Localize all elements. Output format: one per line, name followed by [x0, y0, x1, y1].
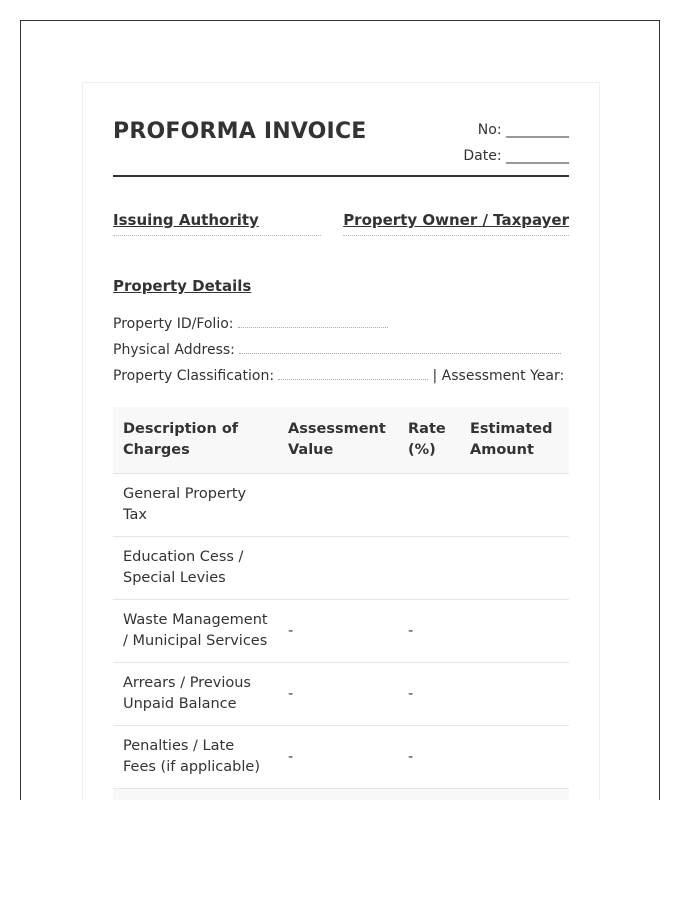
charge-description: Arrears / Previous Unpaid Balance	[113, 663, 278, 726]
total-cell	[113, 789, 278, 801]
property-id-line	[113, 311, 569, 337]
charge-rate	[398, 474, 460, 537]
parties-section	[113, 177, 569, 241]
total-cell	[460, 789, 569, 801]
charge-value: -	[278, 663, 398, 726]
document-frame	[20, 20, 660, 800]
charge-rate	[398, 537, 460, 600]
charge-rate: -	[398, 663, 460, 726]
property-owner-heading: Property Owner / Taxpayer	[343, 211, 569, 236]
charge-value	[278, 537, 398, 600]
table-total-row	[113, 789, 569, 801]
charge-amount	[460, 663, 569, 726]
charge-rate: -	[398, 600, 460, 663]
total-cell	[278, 789, 398, 801]
physical-address-label: Physical Address:	[113, 342, 235, 358]
issuing-authority-heading: Issuing Authority	[113, 211, 321, 236]
property-details-heading: Property Details	[113, 277, 252, 295]
property-id-label: Property ID/Folio:	[113, 316, 234, 332]
header-assessment-value: Assessment Value	[278, 407, 398, 474]
charge-rate: -	[398, 726, 460, 789]
assessment-year-label: | Assessment Year:	[432, 368, 565, 384]
invoice-date: Date: _________	[463, 148, 569, 164]
charge-description: General Property Tax	[113, 474, 278, 537]
table-row	[113, 474, 569, 537]
invoice-header	[113, 83, 569, 177]
header-description: Description of Charges	[113, 407, 278, 474]
total-cell	[398, 789, 460, 801]
header-estimated-amount: Estimated Amount	[460, 407, 569, 474]
charges-table	[113, 407, 569, 800]
physical-address-field[interactable]	[239, 339, 561, 354]
invoice-title: PROFORMA INVOICE	[113, 119, 367, 144]
invoice-number: No: _________	[477, 122, 569, 138]
property-details	[113, 311, 569, 389]
header-rate: Rate (%)	[398, 407, 460, 474]
charge-amount	[460, 474, 569, 537]
charge-value: -	[278, 726, 398, 789]
charge-value	[278, 474, 398, 537]
charge-amount	[460, 537, 569, 600]
table-header-row	[113, 407, 569, 474]
property-classification-field[interactable]	[278, 365, 428, 380]
property-classification-label: Property Classification:	[113, 368, 275, 384]
charge-description: Penalties / Late Fees (if applicable)	[113, 726, 278, 789]
table-row	[113, 600, 569, 663]
charge-amount	[460, 726, 569, 789]
invoice-meta	[463, 117, 569, 169]
table-row	[113, 537, 569, 600]
physical-address-line	[113, 337, 569, 363]
table-row	[113, 726, 569, 789]
invoice-page	[82, 82, 600, 800]
charge-value: -	[278, 600, 398, 663]
property-id-field[interactable]	[238, 313, 388, 328]
charge-description: Waste Management / Municipal Services	[113, 600, 278, 663]
charge-amount	[460, 600, 569, 663]
charge-description: Education Cess / Special Levies	[113, 537, 278, 600]
table-row	[113, 663, 569, 726]
property-classification-line	[113, 363, 569, 389]
